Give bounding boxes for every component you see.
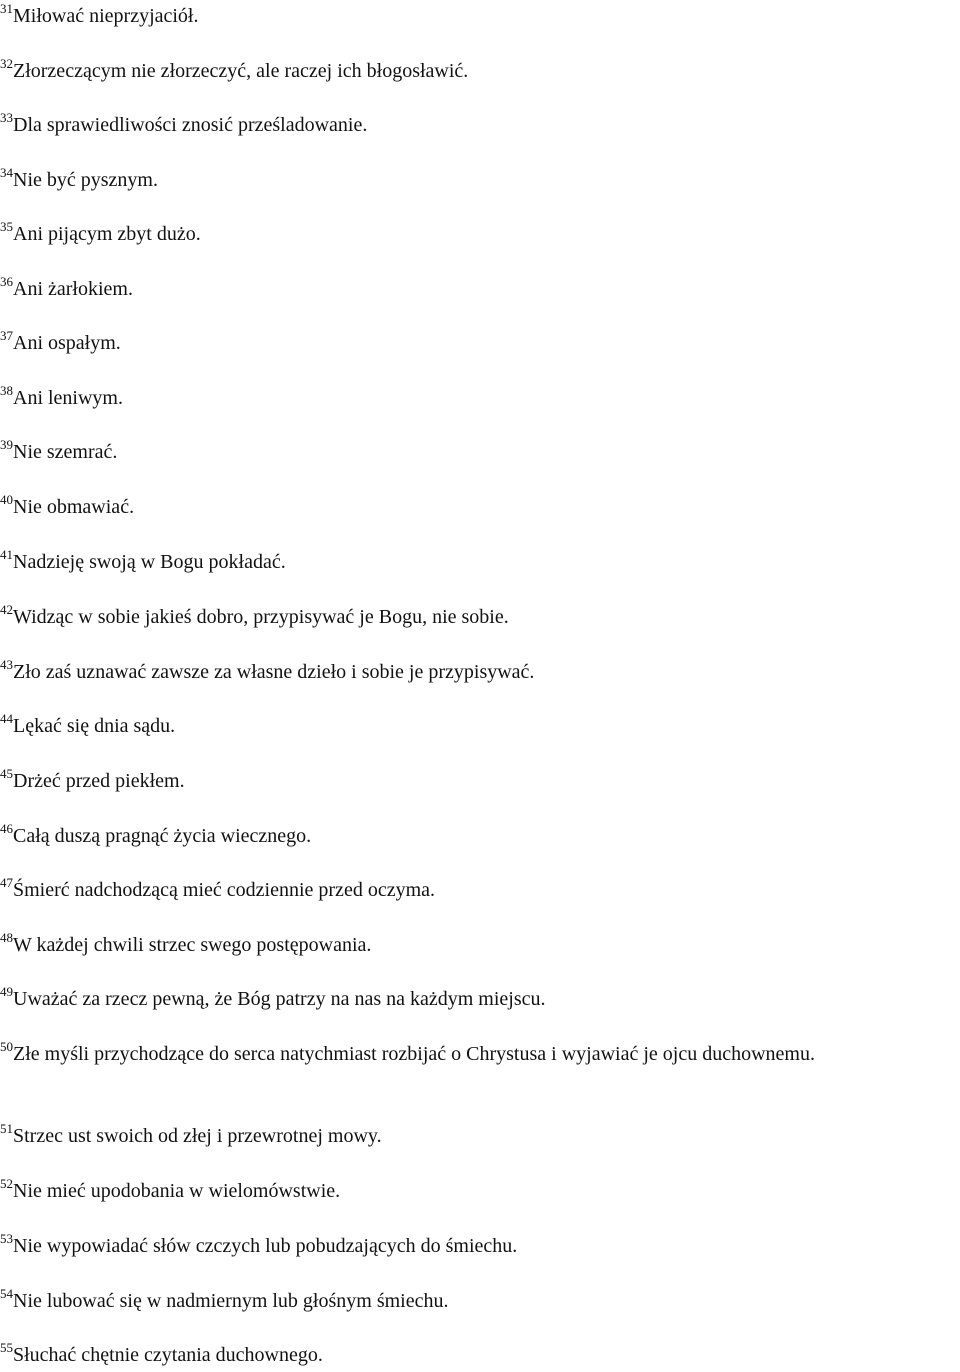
rule-46 <box>0 823 960 851</box>
rule-34 <box>0 167 960 195</box>
rule-37 <box>0 330 960 358</box>
rule-text: Uważać za rzecz pewną, że Bóg patrzy na nas na każdym miejscu. <box>13 988 546 1010</box>
rule-text: Strzec ust swoich od złej i przewrotnej mowy. <box>13 1125 382 1147</box>
rule-number: 49 <box>0 984 13 999</box>
rule-text: Widząc w sobie jakieś dobro, przypisywać je Bogu, nie sobie. <box>13 606 509 628</box>
rule-54 <box>0 1288 960 1316</box>
rule-49 <box>0 986 960 1014</box>
rule-number: 41 <box>0 547 13 562</box>
rule-text: Drżeć przed piekłem. <box>13 770 185 792</box>
rule-text: Miłować nieprzyjaciół. <box>13 5 199 27</box>
rule-text: Nie obmawiać. <box>13 496 135 518</box>
rule-48 <box>0 932 960 960</box>
rule-text: W każdej chwili strzec swego postępowania. <box>13 934 372 956</box>
rule-number: 46 <box>0 821 13 836</box>
rule-32 <box>0 58 960 86</box>
rule-number: 53 <box>0 1231 13 1246</box>
rule-35 <box>0 221 960 249</box>
rule-text: Nadzieję swoją w Bogu pokładać. <box>13 551 286 573</box>
rule-number: 52 <box>0 1176 13 1191</box>
rule-39 <box>0 439 960 467</box>
rule-text: Ani żarłokiem. <box>13 278 133 300</box>
rule-41 <box>0 549 960 577</box>
rule-number: 37 <box>0 328 13 343</box>
rule-40 <box>0 494 960 522</box>
rule-text: Nie szemrać. <box>13 441 118 463</box>
rule-47 <box>0 877 960 905</box>
rule-number: 48 <box>0 930 13 945</box>
rule-text: Całą duszą pragnąć życia wiecznego. <box>13 825 312 847</box>
rule-36 <box>0 276 960 304</box>
rule-number: 40 <box>0 492 13 507</box>
rule-55 <box>0 1342 960 1370</box>
rule-text: Ani ospałym. <box>13 332 121 354</box>
rule-38 <box>0 385 960 413</box>
rule-number: 47 <box>0 875 13 890</box>
rule-number: 43 <box>0 657 13 672</box>
rule-number: 39 <box>0 437 13 452</box>
rule-number: 55 <box>0 1340 13 1355</box>
rule-52 <box>0 1178 960 1206</box>
rule-31 <box>0 3 960 31</box>
rule-text: Dla sprawiedliwości znosić prześladowanie. <box>13 114 368 136</box>
rule-51 <box>0 1123 960 1151</box>
rule-text: Nie wypowiadać słów czczych lub pobudzających do śmiechu. <box>13 1235 518 1257</box>
rule-44 <box>0 713 960 741</box>
rule-text: Złe myśli przychodzące do serca natychmiast rozbijać o Chrystusa i wyjawiać je ojcu duchownemu. <box>13 1043 815 1065</box>
rule-number: 44 <box>0 711 13 726</box>
rule-33 <box>0 112 960 140</box>
rule-number: 33 <box>0 110 13 125</box>
rule-50 <box>0 1041 960 1069</box>
rule-number: 54 <box>0 1286 13 1301</box>
rule-number: 31 <box>0 1 13 16</box>
rule-number: 32 <box>0 56 13 71</box>
rule-text: Lękać się dnia sądu. <box>13 715 176 737</box>
rule-text: Ani pijącym zbyt dużo. <box>13 223 201 245</box>
rule-text: Śmierć nadchodzącą mieć codziennie przed oczyma. <box>13 879 436 901</box>
rule-text: Nie lubować się w nadmiernym lub głośnym śmiechu. <box>13 1290 449 1312</box>
rule-53 <box>0 1233 960 1261</box>
rule-number: 36 <box>0 274 13 289</box>
rule-43 <box>0 659 960 687</box>
rule-number: 38 <box>0 383 13 398</box>
rule-text: Zło zaś uznawać zawsze za własne dzieło i sobie je przypisywać. <box>13 661 535 683</box>
rule-number: 51 <box>0 1121 13 1136</box>
rule-text: Nie mieć upodobania w wielomówstwie. <box>13 1180 341 1202</box>
rule-text: Złorzeczącym nie złorzeczyć, ale raczej ich błogosławić. <box>13 60 469 82</box>
rule-number: 45 <box>0 766 13 781</box>
rule-45 <box>0 768 960 796</box>
rule-number: 42 <box>0 602 13 617</box>
rule-text: Ani leniwym. <box>13 387 123 409</box>
rule-text: Nie być pysznym. <box>13 169 158 191</box>
rule-number: 34 <box>0 165 13 180</box>
rule-number: 35 <box>0 219 13 234</box>
rule-42 <box>0 604 960 632</box>
rule-text: Słuchać chętnie czytania duchownego. <box>13 1344 323 1366</box>
rule-number: 50 <box>0 1039 13 1054</box>
